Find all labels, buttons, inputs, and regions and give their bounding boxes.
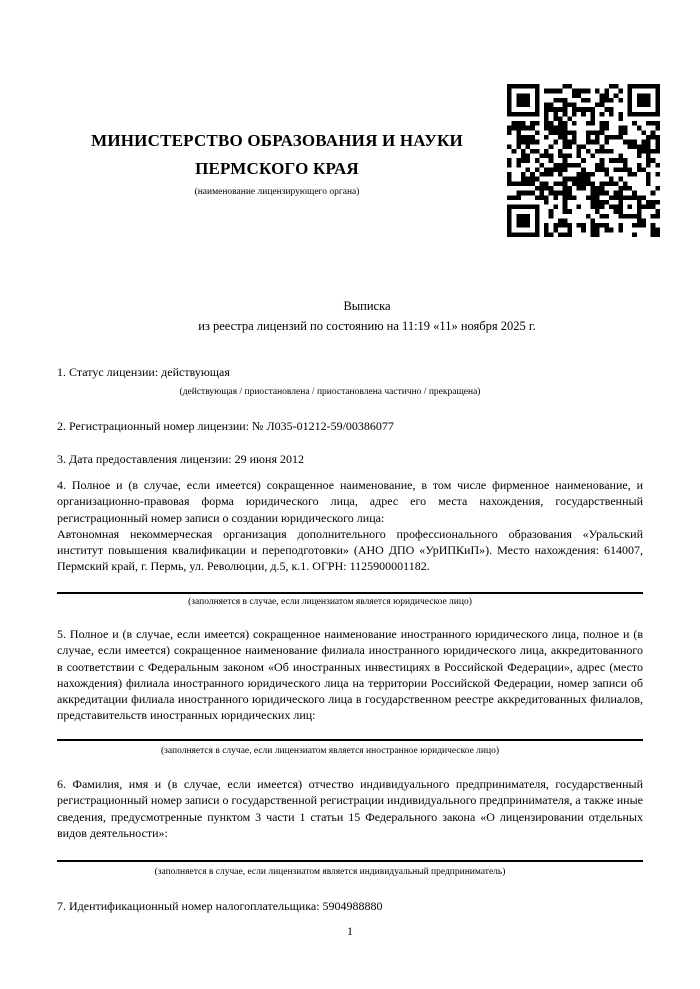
item-5-underline [57, 739, 643, 741]
item-5-prompt: 5. Полное и (в случае, если имеется) сокращенное наименование иностранного юридического лица, полное и (в случае, если имеется) сокращенное наименование филиала иностранного юридического лица, аккредитованного в соответствии с Федеральным законом «Об иностранных инвестициях в Российской Федерации», адрес (место нахождения) филиала иностранного юридического лица на территории Российской Федерации, номер записи об аккредитации филиала иностранного юридического лица в государственном реестре аккредитованных филиалов, представительств иностранных юридических лиц: [57, 627, 643, 723]
licensing-authority-header [57, 127, 497, 199]
item-1-caption: (действующая / приостановлена / приостановлена частично / прекращена) [179, 387, 481, 397]
document-title-line2: из реестра лицензий по состоянию на 11:19 «11» ноября 2025 г. [198, 319, 536, 333]
document-title [91, 296, 643, 336]
page-number: 1 [347, 924, 353, 938]
authority-name-line1: МИНИСТЕРСТВО ОБРАЗОВАНИЯ И НАУКИ [91, 131, 463, 150]
item-3-grant-date: 3. Дата предоставления лицензии: 29 июня 2012 [57, 452, 304, 466]
document-title-line1: Выписка [343, 299, 391, 313]
item-6-underline [57, 860, 643, 862]
item-2-registration-number: 2. Регистрационный номер лицензии: № Л035-01212-59/00386077 [57, 419, 394, 433]
item-4-value: Автономная некоммерческая организация дополнительного профессионального образования «Уральский институт повышения квалификации и переподготовки» (АНО ДПО «УрИПКиП»). Место нахождения: 614007, Пермский край, г. Пермь, ул. Революции, д.5, к.1. ОГРН: 1125900001182. [57, 526, 643, 574]
item-4-prompt: 4. Полное и (в случае, если имеется) сокращенное наименование, в том числе фирменное наименование, и организационно-правовая форма юридического лица, адрес его места нахождения, государственный регистрационный номер записи о создании юридического лица: [57, 478, 643, 525]
item-7-taxpayer-id: 7. Идентификационный номер налогоплательщика: 5904988880 [57, 899, 383, 913]
authority-field-caption: (наименование лицензирующего органа) [194, 187, 360, 197]
item-4-legal-entity [57, 477, 643, 575]
item-5-foreign-entity [57, 626, 643, 724]
item-6-individual-entrepreneur [57, 776, 643, 841]
qr-code [507, 84, 660, 237]
item-4-caption: (заполняется в случае, если лицензиатом является юридическое лицо) [188, 597, 472, 607]
qr-code-icon [507, 84, 660, 237]
item-6-caption: (заполняется в случае, если лицензиатом является индивидуальный предприниматель) [154, 867, 506, 877]
authority-name-line2: ПЕРМСКОГО КРАЯ [195, 159, 359, 178]
item-4-underline [57, 592, 643, 594]
item-6-prompt: 6. Фамилия, имя и (в случае, если имеется) отчество индивидуального предпринимателя, государственный регистрационный номер записи о государственной регистрации индивидуального предпринимателя, а также иные сведения, предусмотренные пунктом 3 части 1 статьи 15 Федерального закона «О лицензировании отдельных видов деятельности»: [57, 777, 643, 840]
item-1-license-status: 1. Статус лицензии: действующая [57, 365, 230, 379]
item-5-caption: (заполняется в случае, если лицензиатом является иностранное юридическое лицо) [161, 746, 499, 756]
